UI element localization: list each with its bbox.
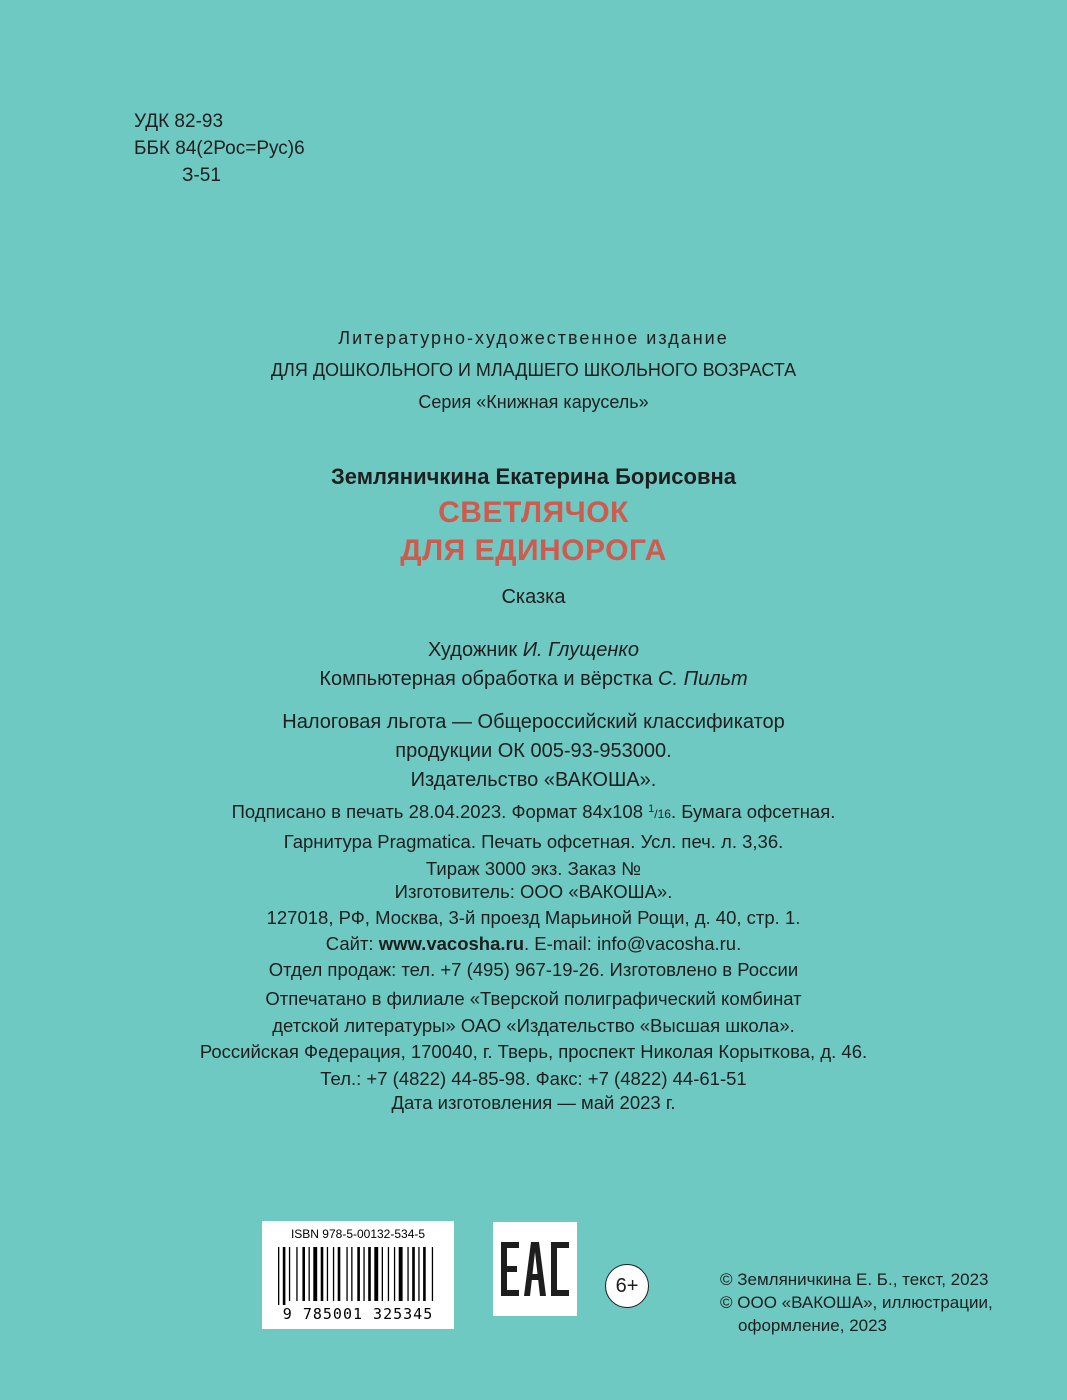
- layout-credit: [0, 665, 1067, 694]
- isbn-number: ISBN 978-5-00132-534-5: [290, 1227, 426, 1241]
- tax-info: [0, 708, 1067, 795]
- tax-line-1: Налоговая льгота — Общероссийский классификатор: [282, 711, 785, 733]
- copyright-line-3: оформление, 2023: [738, 1316, 888, 1335]
- copyright-line-1: © Земляничкина Е. Б., текст, 2023: [720, 1270, 989, 1289]
- udk-code: УДК 82-93: [134, 111, 224, 132]
- paper-type: . Бумага офсетная.: [670, 801, 836, 822]
- edition-info: [0, 322, 1067, 418]
- print-line-2: Гарнитура Pragmatica. Печать офсетная. Усл. печ. л. 3,36.: [283, 831, 784, 852]
- printer-line-1: Отпечатано в филиале «Тверской полиграфический комбинат: [265, 988, 802, 1009]
- eac-mark: [493, 1222, 577, 1316]
- edition-audience: ДЛЯ ДОШКОЛЬНОГО И МЛАДШЕГО ШКОЛЬНОГО ВОЗРАСТА: [270, 360, 797, 380]
- age-rating-badge: 6+: [605, 1264, 649, 1308]
- author-mark: З-51: [182, 165, 221, 186]
- barcode-bars-icon: [278, 1247, 438, 1305]
- manufacturer-info: [0, 879, 1067, 983]
- credits: [0, 636, 1067, 694]
- format-fraction-num: 1: [648, 803, 655, 815]
- printer-line-4: Тел.: +7 (4822) 44-85-98. Факс: +7 (4822) 44-61-51: [320, 1067, 747, 1089]
- print-info: [0, 798, 1067, 882]
- printer-line-2: детской литературы» ОАО «Издательство «Высшая школа».: [272, 1014, 795, 1036]
- email-text: . E-mail: info@vacosha.ru.: [524, 933, 742, 954]
- book-title-line-2: ДЛЯ ЕДИНОРОГА: [400, 534, 667, 567]
- manufacture-date: Дата изготовления — май 2023 г.: [391, 1092, 676, 1113]
- maker-line-4: Отдел продаж: тел. +7 (495) 967-19-26. Изготовлено в России: [268, 959, 799, 980]
- book-title: [0, 494, 1067, 570]
- artist-name: И. Глущенко: [522, 639, 639, 661]
- book-author: Земляничкина Екатерина Борисовна: [330, 464, 737, 489]
- artist-credit: [0, 636, 1067, 665]
- site-link[interactable]: www.vacosha.ru: [378, 933, 525, 954]
- copyright-line-2: © ООО «ВАКОША», иллюстрации,: [720, 1293, 993, 1312]
- printer-info: [0, 986, 1067, 1092]
- maker-line-3: [0, 931, 1067, 957]
- print-line-3: Тираж 3000 экз. Заказ №: [425, 858, 642, 879]
- print-line-1: [0, 798, 1067, 828]
- artist-label: Художник: [428, 639, 518, 661]
- format-fraction-den: /16: [654, 807, 671, 821]
- maker-line-1: Изготовитель: ООО «ВАКОША».: [394, 881, 673, 902]
- tax-line-3: Издательство «ВАКОША».: [410, 769, 657, 791]
- print-signed: Подписано в печать 28.04.2023. Формат 84x108: [231, 801, 649, 822]
- bbk-code: ББК 84(2Рос=Рус)6: [134, 138, 305, 159]
- edition-type: Литературно-художественное издание: [338, 328, 729, 348]
- printer-line-3: Российская Федерация, 170040, г. Тверь, проспект Николая Корыткова, д. 46.: [199, 1041, 868, 1062]
- layout-label: Компьютерная обработка и вёрстка: [319, 668, 653, 690]
- tax-line-2: продукции ОК 005-93-953000.: [395, 740, 672, 762]
- eac-logo-icon: [493, 1222, 577, 1316]
- book-title-line-1: СВЕТЛЯЧОК: [438, 496, 629, 529]
- site-label: Сайт:: [325, 933, 379, 954]
- layout-name: С. Пильт: [658, 668, 748, 690]
- isbn-barcode: [262, 1221, 454, 1329]
- maker-line-2: 127018, РФ, Москва, 3-й проезд Марьиной Рощи, д. 40, стр. 1.: [266, 907, 801, 928]
- barcode-digits: 9 785001 325345: [282, 1305, 434, 1323]
- copyright-info: [720, 1268, 993, 1337]
- classification-codes: [134, 108, 305, 189]
- book-genre: Сказка: [501, 586, 566, 608]
- edition-series: Серия «Книжная карусель»: [418, 392, 649, 412]
